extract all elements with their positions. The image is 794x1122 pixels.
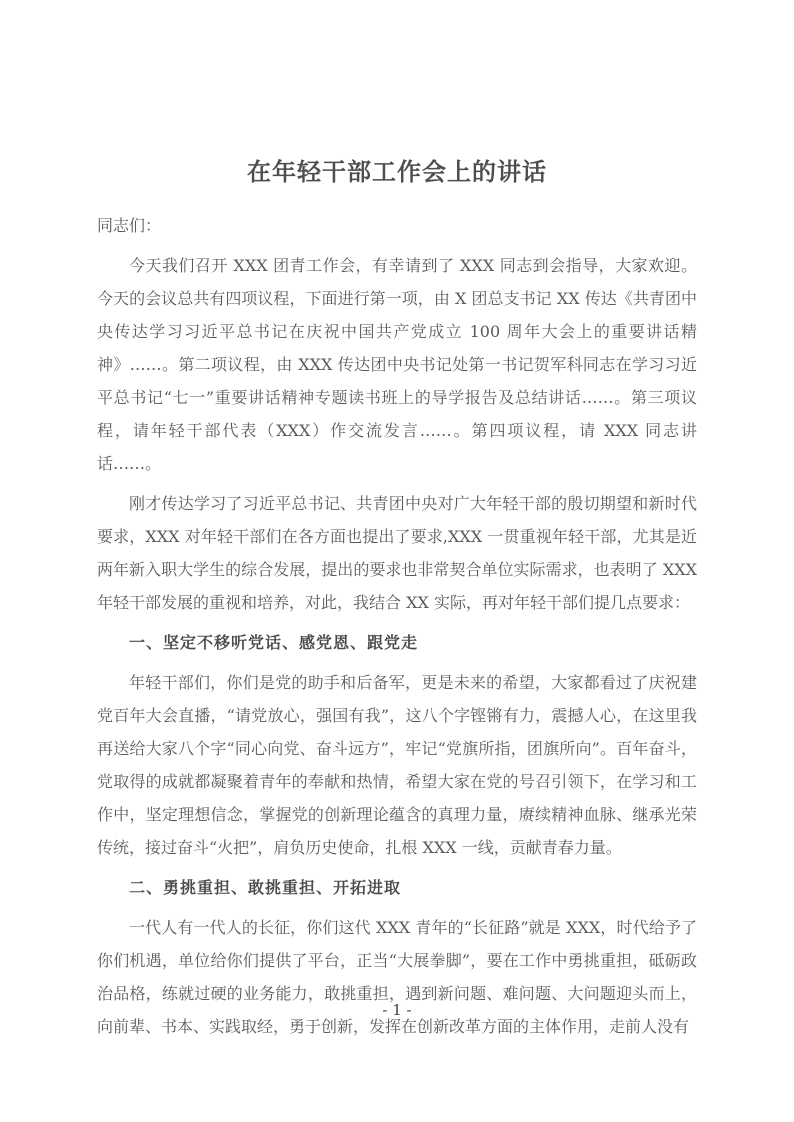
paragraph-meeting-agenda: 今天我们召开 XXX 团青工作会，有幸请到了 XXX 同志到会指导，大家欢迎。今天的会议总共有四项议程，下面进行第一项，由 X 团总支书记 XX 传达《共青团中央传达学习习近平总书记在庆祝中国共产党成立 100 周年大会上的重要讲话精神》……。第二项议程，由 XXX 传达团中央书记处第一书记贺军科同志在学习习近平总书记“七一”重要讲话精神专题读书班上的导学报告及总结讲话……。第三项议程，请年轻干部代表（XXX）作交流发言……。第四项议程，请 XXX 同志讲话……。 [97,256,697,473]
document-body [0,209,794,1043]
salutation-line: 同志们： [97,216,162,235]
document-title: 在年轻干部工作会上的讲话 [247,157,547,186]
section-heading-2: 二、勇挑重担、敢挑重担、开拓进取 [129,878,402,897]
paragraph-section-2-body: 一代人有一代人的长征，你们这代 XXX 青年的“长征路”就是 XXX，时代给予了你们机遇，单位给你们提供了平台，正当“大展拳脚”，要在工作中勇挑重担，砥砺政治品格，练就过硬的业务能力，敢挑重担，遇到新问题、难问题、大问题迎头而上， 向前辈、书本、实践取经，勇于创新，发挥在创新改革方面的主体作用，走前人没有 [97,918,697,1036]
paragraph-section-1-body: 年轻干部们，你们是党的助手和后备军，更是未来的希望，大家都看过了庆祝建党百年大会直播，“请党放心，强国有我”，这八个字铿锵有力，震撼人心，在这里我再送给大家八个字“同心向党、奋斗远方”，牢记“党旗所指，团旗所向”。百年奋斗，党取得的成就都凝聚着青年的奉献和热情，希望大家在党的号召引领下，在学习和工作中，坚定理想信念，掌握党的创新理论蕴含的真理力量，赓续精神血脉、继承光荣传统，接过奋斗“火把”，肩负历史使命，扎根 XXX 一线，贡献青春力量。 [97,673,697,857]
section-heading-1: 一、坚定不移听党话、感党恩、跟党走 [129,633,419,652]
paragraph-requirements-intro: 刚才传达学习了习近平总书记、共青团中央对广大年轻干部的殷切期望和新时代要求，XXX 对年轻干部们在各方面也提出了要求,XXX 一贯重视年轻干部，尤其是近两年新入职大学生的综合发展，提出的要求也非常契合单位实际需求，也表明了 XXX 年轻干部发展的重视和培养，对此，我结合 XX 实际，再对年轻干部们提几点要求： [97,494,697,612]
page-number: - 1 - [382,1001,412,1019]
